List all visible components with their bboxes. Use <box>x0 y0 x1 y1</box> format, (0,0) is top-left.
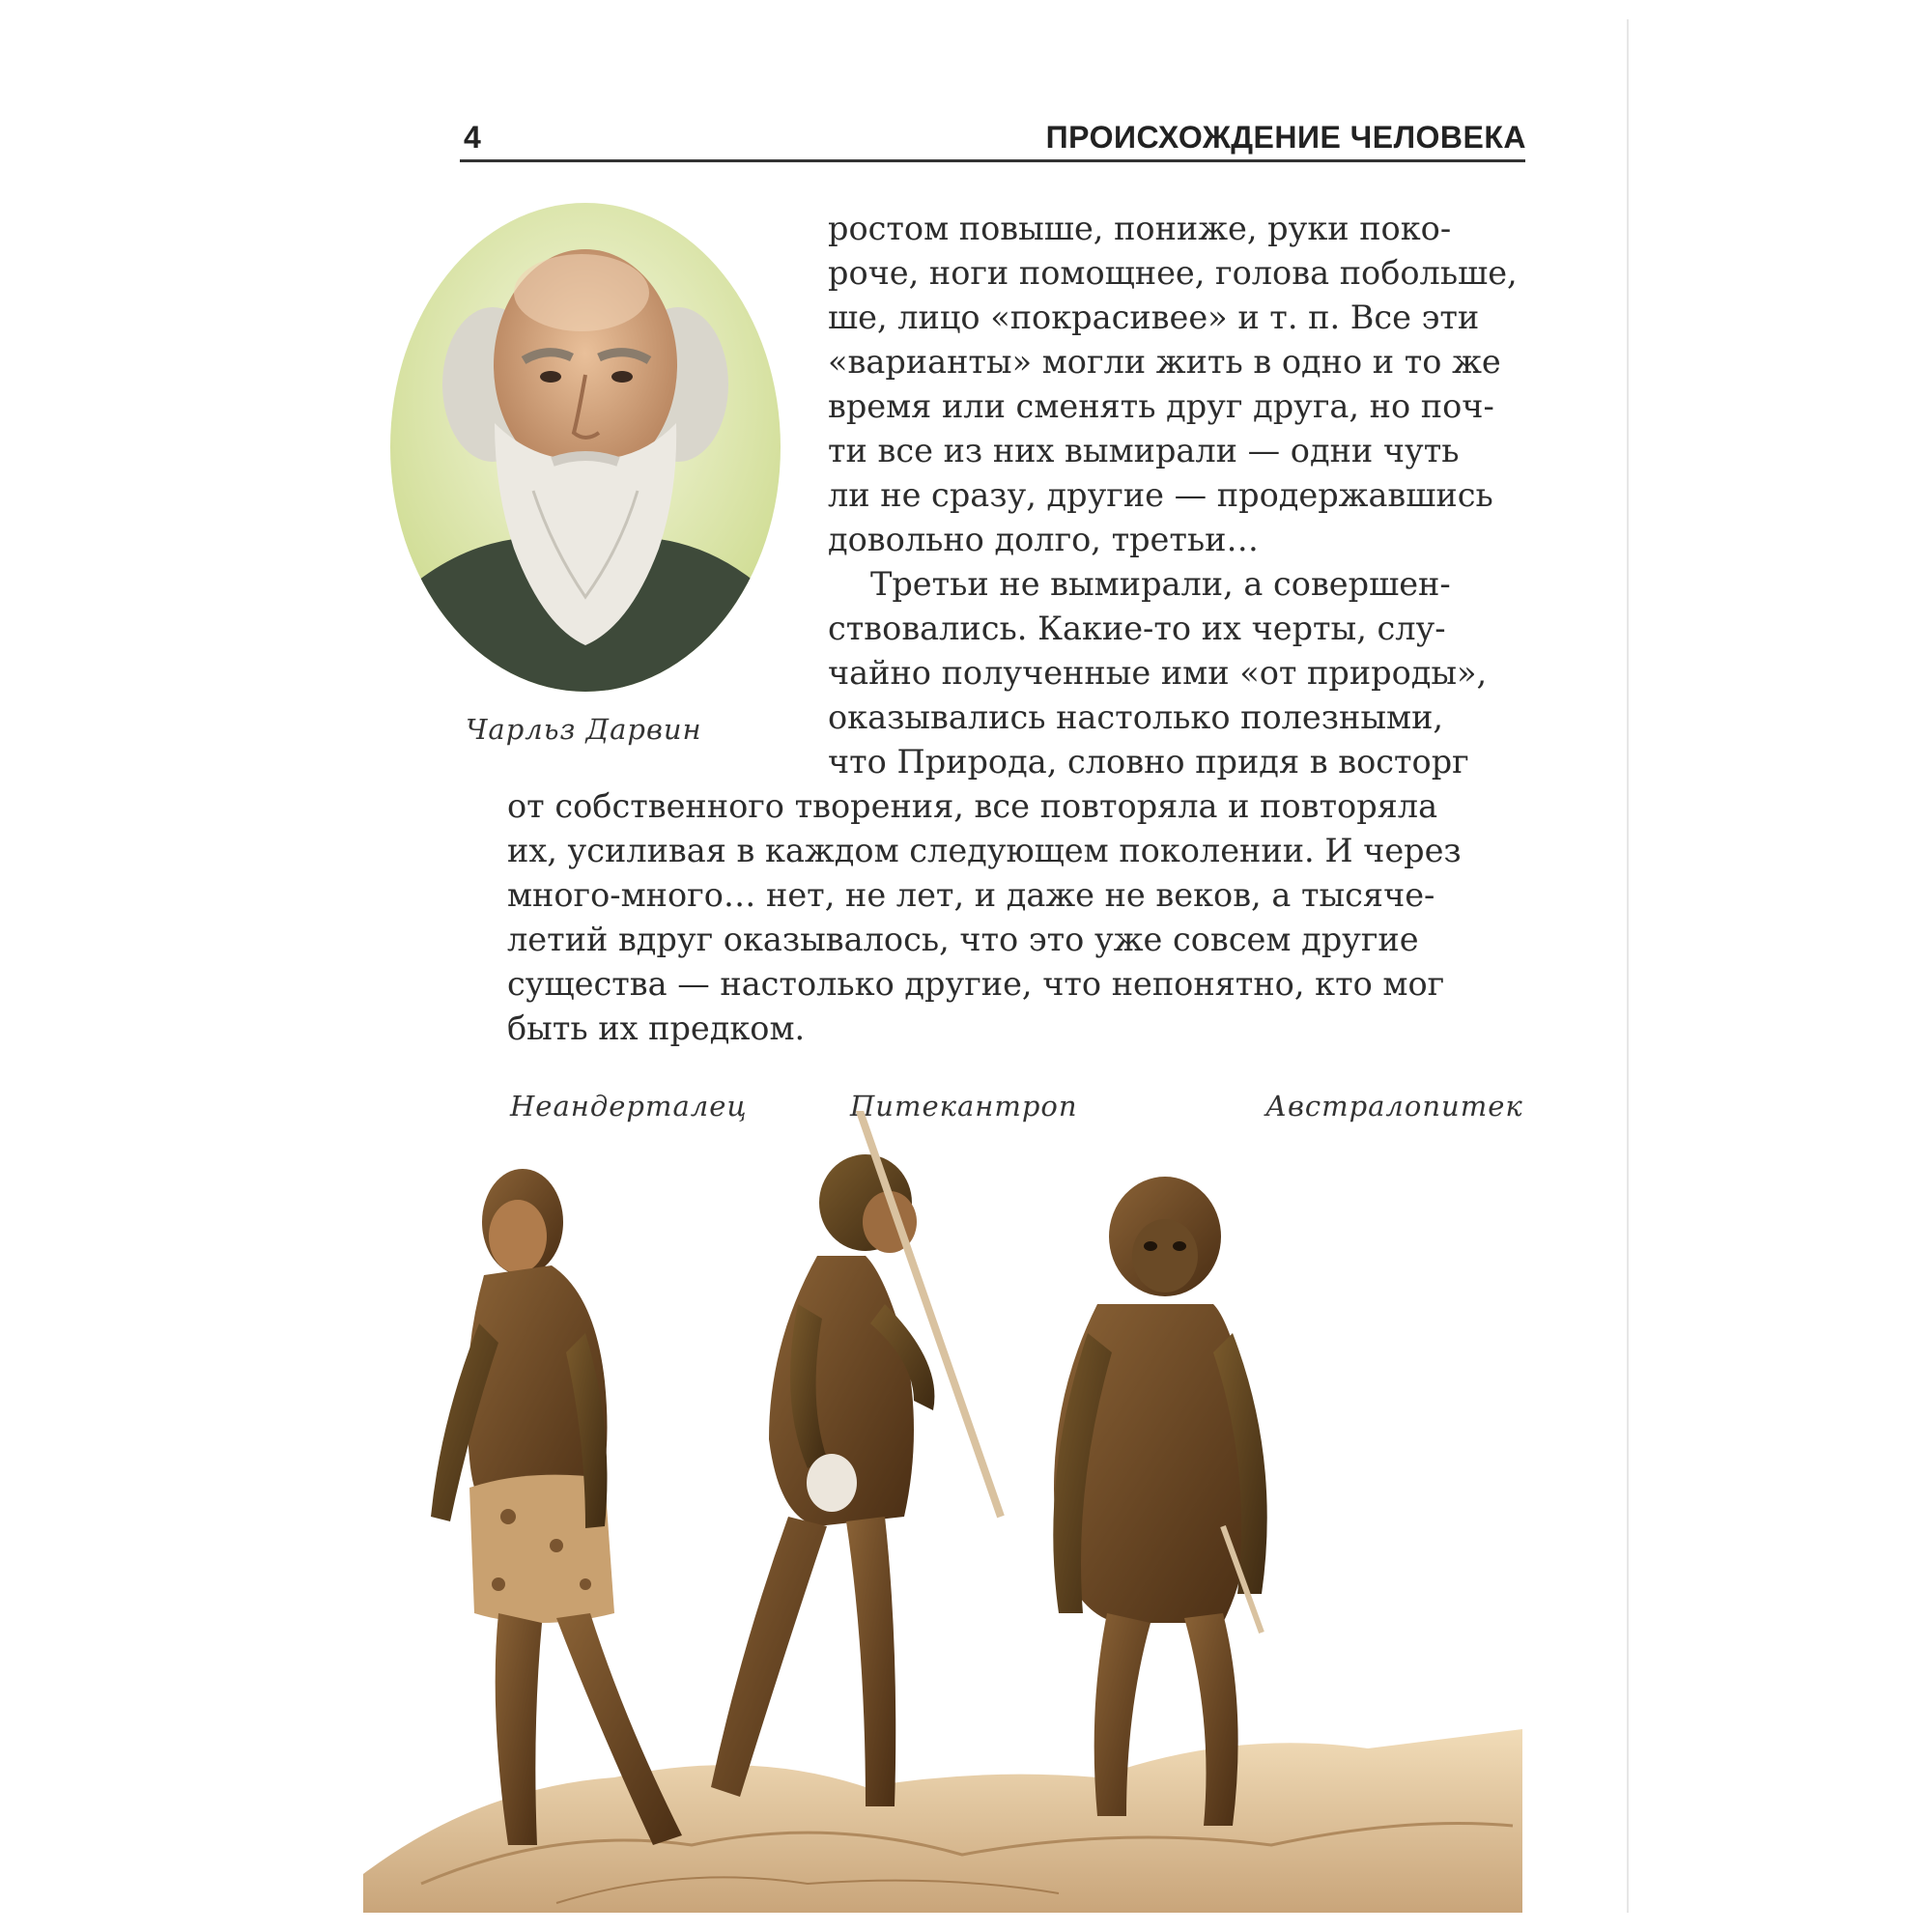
text-line: ше, лицо «покрасивее» и т. п. Все эти <box>828 298 1480 336</box>
text-column-full <box>507 784 1462 1051</box>
hominids-illustration <box>363 1111 1522 1913</box>
header-rule <box>460 159 1525 162</box>
text-line: «варианты» могли жить в одно и то же <box>828 343 1501 381</box>
text-line: Третьи не вымирали, а совершен- <box>870 565 1451 603</box>
text-line: много-много… нет, не лет, и даже не веков, а тысяче- <box>507 876 1435 914</box>
text-line: их, усиливая в каждом следующем поколении. И через <box>507 832 1462 869</box>
text-line: довольно долго, третьи… <box>828 521 1259 558</box>
text-line: ти все из них вымирали — одни чуть <box>828 432 1460 469</box>
australopithecus-figure <box>1053 1177 1266 1826</box>
page-header <box>464 120 1526 162</box>
label-neanderthal: Неандерталец <box>510 1090 748 1122</box>
page-number: 4 <box>464 120 481 155</box>
darwin-portrait <box>388 201 782 694</box>
text-line: быть их предком. <box>507 1009 806 1047</box>
text-line: ствовались. Какие-то их черты, слу- <box>828 610 1446 647</box>
pithecanthropus-figure <box>711 1111 1001 1806</box>
text-line: что Природа, словно придя в восторг <box>828 743 1469 781</box>
label-australopithecus: Австралопитек <box>1265 1090 1523 1122</box>
running-title: ПРОИСХОЖДЕНИЕ ЧЕЛОВЕКА <box>1045 120 1526 155</box>
portrait-caption: Чарльз Дарвин <box>466 713 702 746</box>
text-line: ростом повыше, пониже, руки поко- <box>828 210 1452 247</box>
text-column-right <box>828 207 1518 784</box>
neanderthal-figure <box>431 1169 682 1845</box>
text-line: оказывались настолько полезными, <box>828 698 1444 736</box>
text-line: существа — настолько другие, что непонятно, кто мог <box>507 965 1445 1003</box>
text-line: чайно полученные ими «от природы», <box>828 654 1488 692</box>
text-line: летий вдруг оказывалось, что это уже совсем другие <box>507 921 1419 958</box>
text-line: роче, ноги помощнее, голова побольше, <box>828 254 1518 292</box>
text-line: ли не сразу, другие — продержавшись <box>828 476 1493 514</box>
text-line: от собственного творения, все повторяла и повторяла <box>507 787 1438 825</box>
rock-ground <box>363 1729 1522 1913</box>
text-line: время или сменять друг друга, но поч- <box>828 387 1494 425</box>
label-pithecanthropus: Питекантроп <box>850 1090 1078 1122</box>
